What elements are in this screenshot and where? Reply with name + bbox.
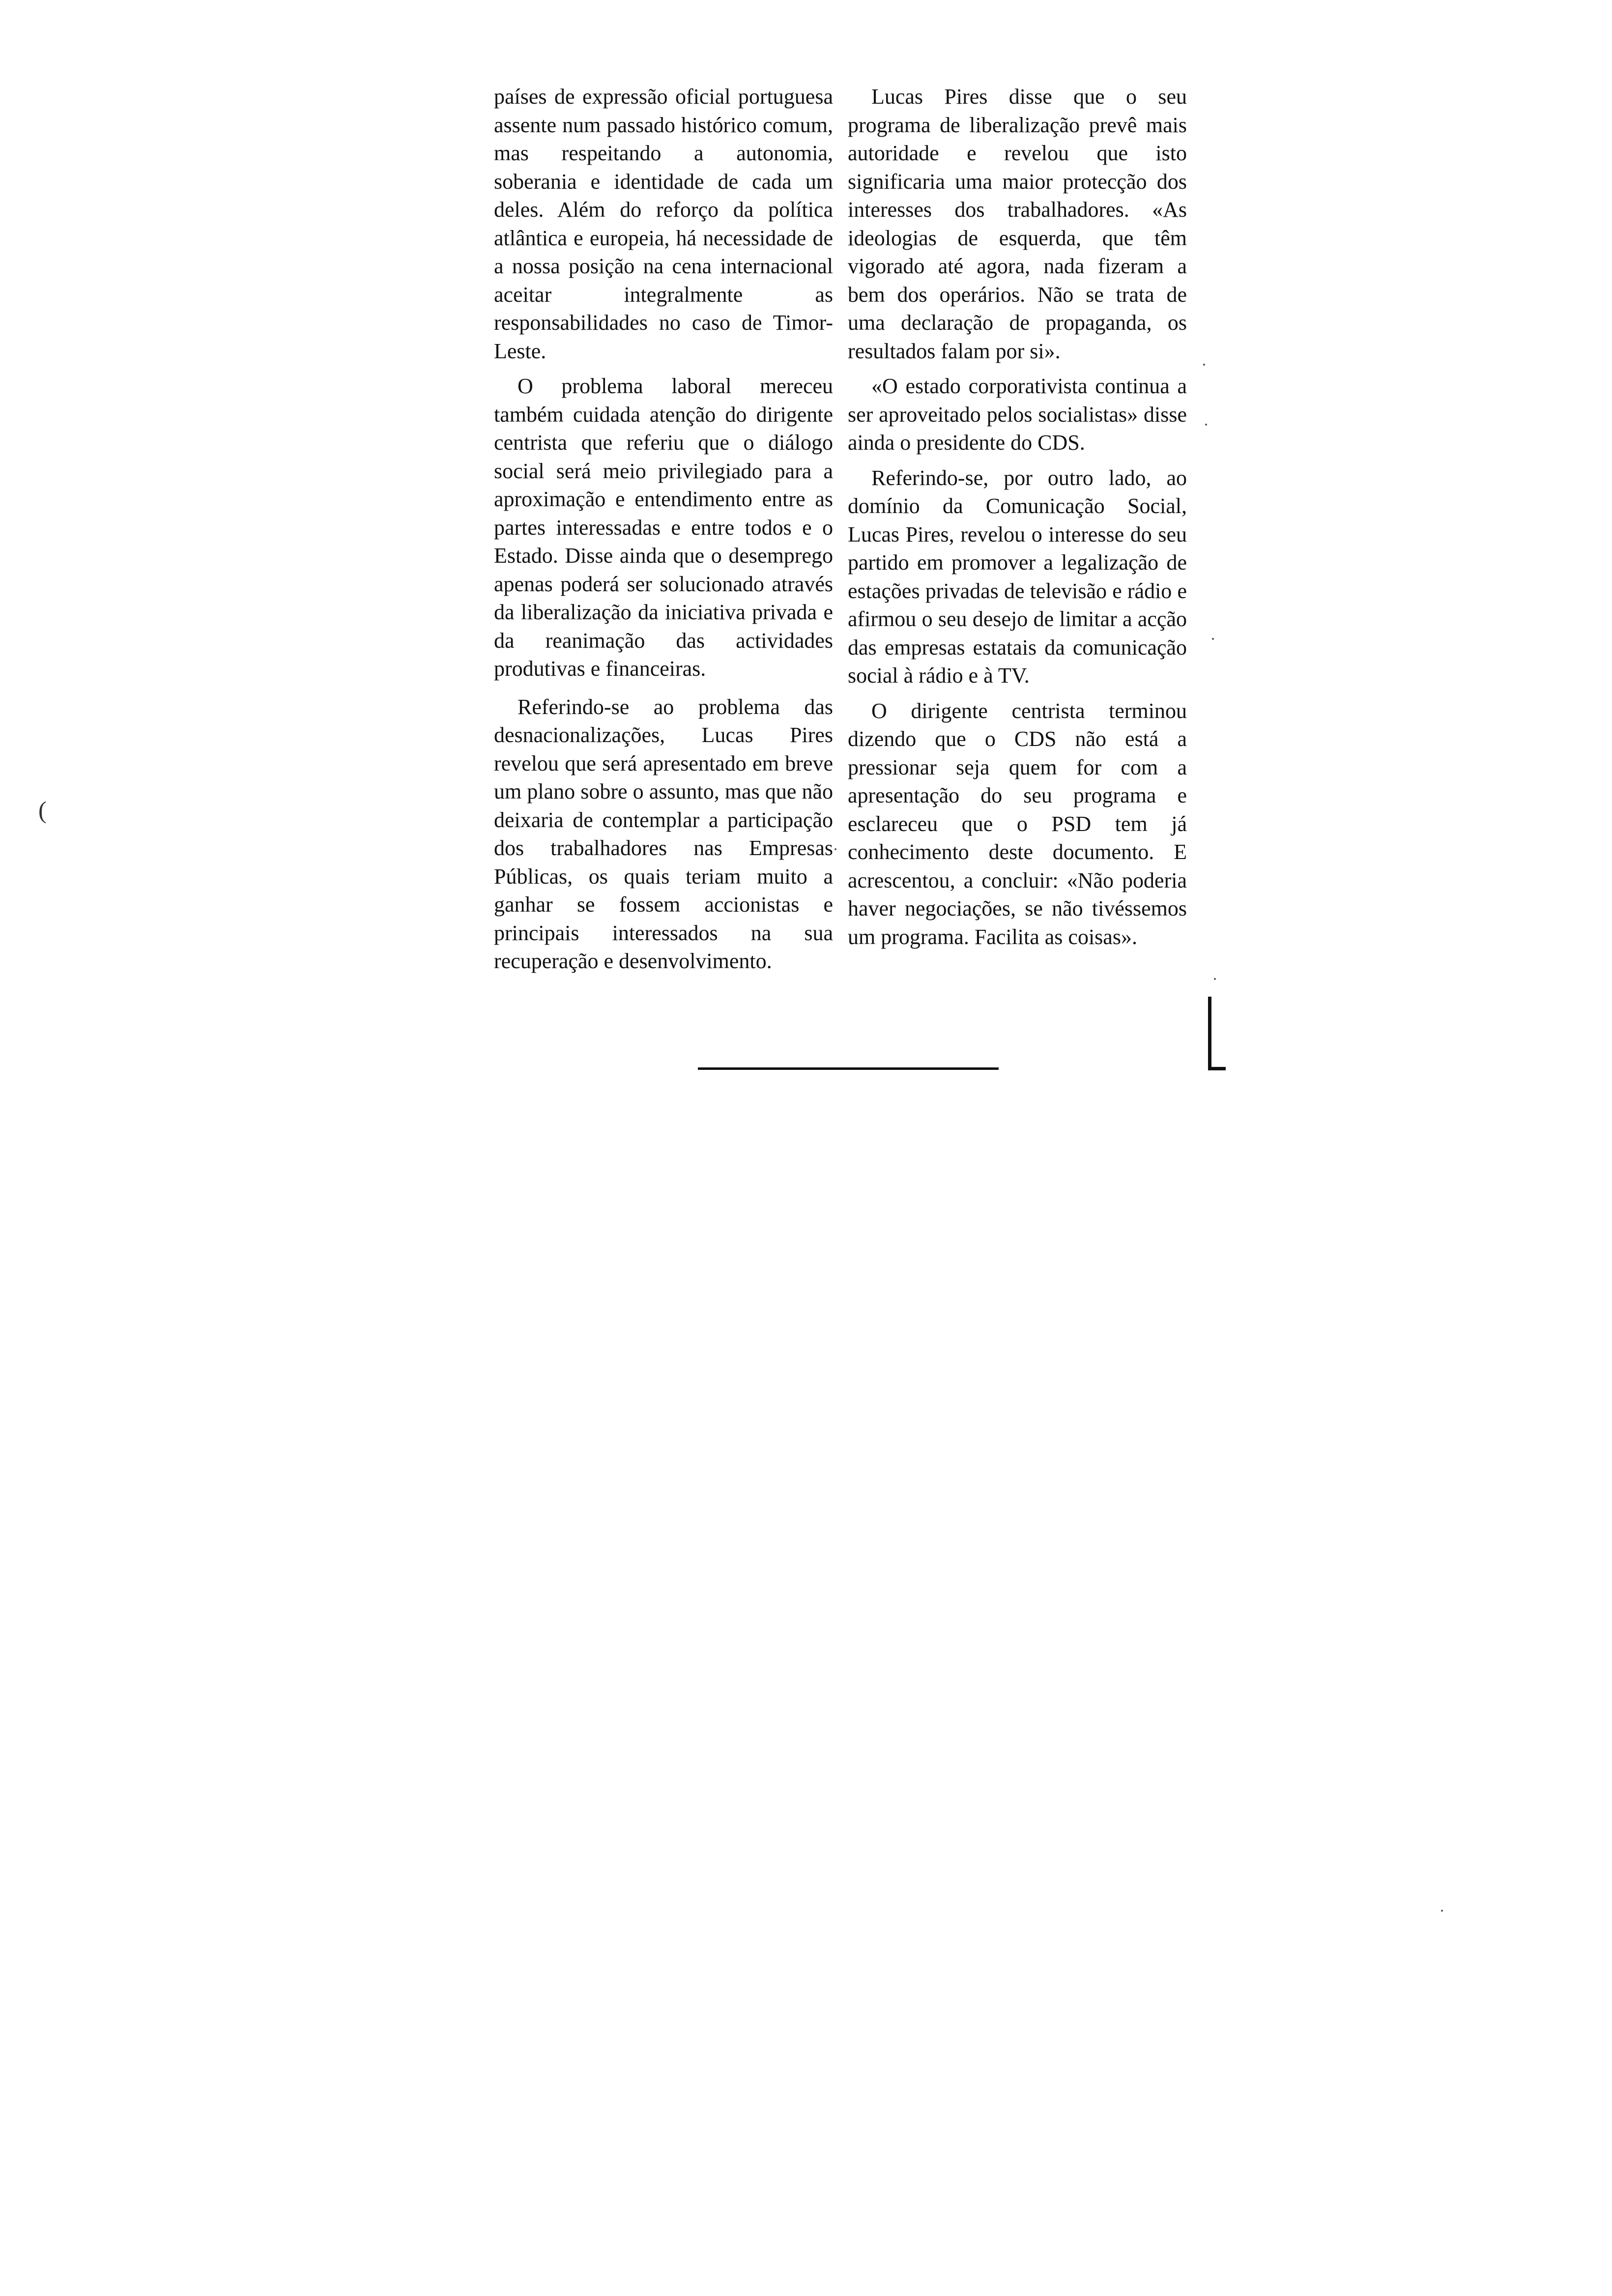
paragraph-left-1: países de expressão oficial portuguesa assente num passado histórico comum, mas respeitando a autonomia, soberania e identidade de cada um deles. Além do reforço da política atlântica e europeia, há necessidade de a nossa posição na cena internacional aceitar integralmente as responsabilidades no caso de Timor-Leste. [494, 85, 833, 363]
paragraph-right-2: «O estado corporativista continua a ser aproveitado pelos socialistas» disse ainda o presidente do CDS. [848, 374, 1187, 455]
horizontal-rule-icon [698, 1067, 999, 1070]
scan-speck [1214, 978, 1216, 980]
paragraph-left-3: Referindo-se ao problema das desnacionalizações, Lucas Pires revelou que será apresentado em breve um plano sobre o assunto, mas que não deixaria de contemplar a participação dos trabalhadores nas Empresas Públicas, os quais teriam muito a ganhar se fossem accionistas e principais interessados na sua recuperação e desenvolvimento. [494, 694, 833, 973]
article-column-left [494, 83, 833, 982]
scan-speck [1212, 638, 1214, 640]
margin-bracket: ( [38, 796, 47, 824]
paragraph-left-2: O problema laboral mereceu também cuidada atenção do dirigente centrista que referiu que o diálogo social será meio privilegiado para a aproximação e entendimento entre as partes interessadas e entre todos e o Estado. Disse ainda que o desemprego apenas poderá ser solucionado através da liberalização da iniciativa privada e da reanimação das actividades produtivas e financeiras. [494, 374, 833, 681]
scan-speck [1441, 1910, 1443, 1912]
scan-speck [835, 848, 836, 850]
paragraph-right-4: O dirigente centrista terminou dizendo que o CDS não está a pressionar seja quem for com a apresentação do seu programa e esclareceu que o PSD tem já conhecimento deste documento. E acrescentou, a concluir: «Não poderia haver negociações, se não tivéssemos um programa. Facilita as coisas». [848, 698, 1187, 949]
paragraph-right-1: Lucas Pires disse que o seu programa de liberalização prevê mais autoridade e revelou que isto significaria uma maior protecção dos interesses dos trabalhadores. «As ideologias de esquerda, que têm vigorado até agora, nada fizeram a bem dos operários. Não se trata de uma declaração de propaganda, os resultados falam por si». [848, 85, 1187, 363]
paragraph-right-3: Referindo-se, por outro lado, ao domínio da Comunicação Social, Lucas Pires, revelou o interesse do seu partido em promover a legalização de estações privadas de televisão e rádio e afirmou o seu desejo de limitar a acção das empresas estatais da comunicação social à rádio e à TV. [848, 465, 1187, 688]
end-of-article-mark-icon [1208, 997, 1226, 1070]
scan-speck [1203, 364, 1205, 366]
article-column-right [848, 83, 1187, 958]
scan-speck [1205, 424, 1207, 426]
